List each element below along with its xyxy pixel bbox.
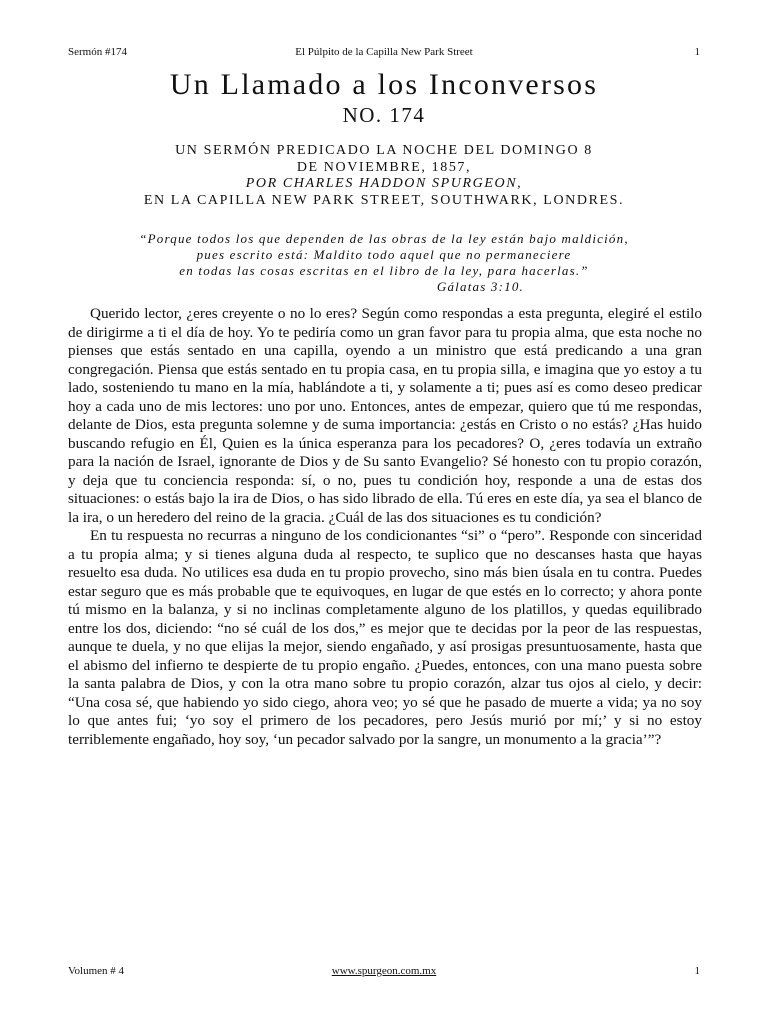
epigraph-line-3: en todas las cosas escritas en el libro de la ley, para hacerlas.” — [179, 263, 589, 278]
sermon-subtitle — [68, 143, 700, 209]
subtitle-location: EN LA CAPILLA NEW PARK STREET, SOUTHWARK, LONDRES. — [143, 192, 625, 208]
epigraph — [68, 231, 700, 295]
running-footer — [68, 965, 700, 977]
epigraph-line-1: “Porque todos los que dependen de las obras de la ley están bajo maldición, — [139, 231, 629, 246]
subtitle-line-2: DE NOVIEMBRE, 1857, — [296, 159, 472, 175]
epigraph-line-2: pues escrito está: Maldito todo aquel que no permaneciere — [196, 247, 572, 262]
subtitle-line-1: UN SERMÓN PREDICADO LA NOCHE DEL DOMINGO 8 — [175, 143, 593, 158]
running-header — [68, 46, 700, 58]
subtitle-author: POR CHARLES HADDON SPURGEON, — [245, 176, 523, 191]
publication-title: El Púlpito de la Capilla New Park Street — [295, 46, 473, 58]
website-link[interactable]: www.spurgeon.com.mx — [331, 965, 437, 977]
sermon-title: Un Llamado a los Inconversos — [169, 68, 599, 101]
sermon-number-label: Sermón #174 — [68, 46, 127, 58]
epigraph-reference: Gálatas 3:10. — [436, 279, 524, 294]
volume-label: Volumen # 4 — [68, 965, 125, 977]
page-number-top: 1 — [694, 46, 700, 58]
sermon-body — [68, 305, 702, 749]
paragraph-2: En tu respuesta no recurras a ninguno de los condicionantes “si” o “pero”. Responde con sinceridad a tu propia alma; y si tienes alguna duda al respecto, te suplico que no descanses hasta que hayas resuelto esa duda. No utilices esa duda en tu propio provecho, sino más bien úsala en tu contra. Puedes estar seguro que es más probable que te equivoques, en lugar de que estés en lo correcto; y ahora ponte tú mismo en la balanza, y si no inclinas completamente alguno de los platillos, y quedas equilibrado entre los dos, diciendo: “no sé cuál de los dos,” es mejor que te decidas por la peor de las respuestas, aunque te duela, y no que elijas la mejor, siendo engañado, y así prosigas presuntuosamente, hasta que el abismo del infierno te despierte de tu propio engaño. ¿Puedes, entonces, con una mano puesta sobre la santa palabra de Dios, y con la otra mano sobre tu propio corazón, alzar tus ojos al cielo, y decir: “Una cosa sé, que habiendo yo sido ciego, ahora veo; yo sé que he pasado de muerte a vida; ya no soy lo que antes fui; ‘yo soy el primero de los pecadores, pero Jesús murió por mí;’ y si no estoy terriblemente engañado, hoy soy, ‘un pecador salvado por la sangre, un monumento a la gracia’”? — [68, 527, 702, 748]
page-number-bottom: 1 — [694, 965, 700, 977]
sermon-number: NO. 174 — [342, 103, 426, 127]
paragraph-1: Querido lector, ¿eres creyente o no lo eres? Según como respondas a esta pregunta, elegiré el estilo de dirigirme a ti el día de hoy. Yo te pediría como un gran favor para tu propia alma, que esta noche no pienses que estás sentado en una capilla, oyendo a un ministro que está predicando a una gran congregación. Piensa que estás sentado en tu propia casa, en tu propia silla, e imagina que yo estoy a tu lado, sosteniendo tu mano en la mía, hablándote a ti, y solamente a ti; pues así es como deseo predicar hoy a cada uno de mis lectores: uno por uno. Entonces, antes de empezar, quiero que tú me respondas, delante de Dios, esta pregunta solemne y de suma importancia: ¿estás en Cristo o no estás? ¿Has huido buscando refugio en Él, Quien es la única esperanza para los pecadores? O, ¿eres todavía un extraño para la nación de Israel, ignorante de Dios y de Su santo Evangelio? Sé honesto con tu propio corazón, y deja que tu conciencia responda: sí, o no, pues tu condición hoy, responde a una de estas dos situaciones: o estás bajo la ira de Dios, o has sido librado de ella. Tú eres en este día, ya sea el blanco de la ira, o un heredero del reino de la gracia. ¿Cuál de las dos situaciones es tu condición? — [68, 305, 702, 526]
